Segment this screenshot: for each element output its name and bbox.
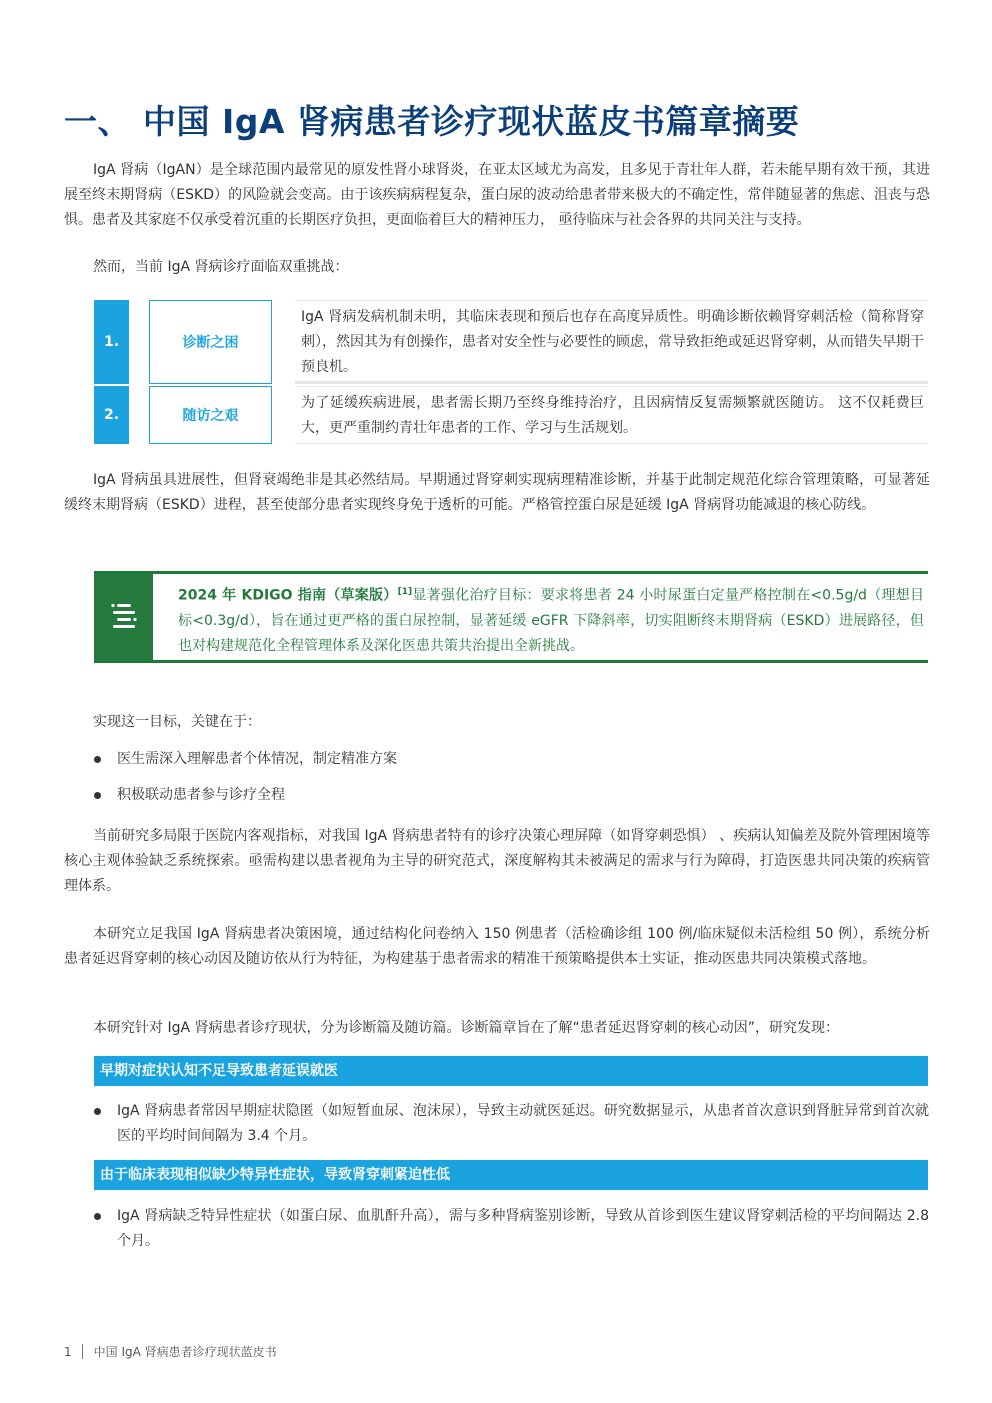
challenges-intro: 然而，当前 IgA 肾病诊疗面临双重挑战： (93, 259, 349, 275)
finding-header: 由于临床表现相似缺少特异性症状，导致肾穿刺紧迫性低 (94, 1160, 928, 1190)
guideline-text (178, 580, 924, 659)
study-design-paragraph: 本研究立足我国 IgA 肾病患者决策困境，通过结构化问卷纳入 150 例患者（活检确诊组 100 例/临床疑似未活检组 50 例），系统分析患者延迟肾穿刺的核心动因及随访依从行为特征，为构建基于患者需求的精准干预策略提供本土实证，推动医患共同决策模式落地。 (64, 926, 930, 967)
guideline-heading: 2024 年 KDIGO 指南（草案版） (178, 587, 398, 604)
page-title: 一、 中国 IgA 肾病患者诊疗现状蓝皮书篇章摘要 (64, 102, 800, 141)
current-research-paragraph: 当前研究多局限于医院内客观指标，对我国 IgA 肾病患者特有的诊疗决策心理屏障（如肾穿刺恐惧） 、疾病认知偏差及院外管理困境等核心主观体验缺乏系统探索。亟需构建以患者视角为主导的研究范式，深度解构其未被满足的需求与行为障碍，打造医患共同决策的疾病管理体系。 (64, 828, 930, 894)
list-item (94, 1204, 929, 1254)
study-aim-paragraph: 本研究针对 IgA 肾病患者诊疗现状，分为诊断篇及随访篇。诊断篇章旨在了解“患者延迟肾穿刺的核心动因”，研究发现： (93, 1020, 839, 1036)
intro-paragraph: IgA 肾病（IgAN）是全球范围内最常见的原发性肾小球肾炎，在亚太区域尤为高发，且多见于青壮年人群，若未能早期有效干预，其进展至终末期肾病（ESKD）的风险就会变高。由于该疾病病程复杂，蛋白尿的波动给患者带来极大的不确定性，常伴随显著的焦虑、沮丧与恐惧。患者及其家庭不仅承受着沉重的长期医疗负担，更面临着巨大的精神压力， 亟待临床与社会各界的共同关注与支持。 (64, 162, 930, 228)
footer-divider (82, 1344, 83, 1359)
page-number: 1 (64, 1344, 72, 1359)
bullet-icon (94, 1108, 101, 1115)
challenge-label: 随访之艰 (149, 386, 272, 444)
list-item-text: 医生需深入理解患者个体情况，制定精准方案 (117, 751, 397, 767)
list-item (94, 1099, 929, 1149)
list-item (94, 747, 929, 772)
guideline-body: 显著强化治疗目标：要求将患者 24 小时尿蛋白定量严格控制在<0.5g/d（理想目标<0.3g/d），旨在通过更严格的蛋白尿控制，显著延缓 eGFR 下降斜率，切实阻断终末期肾病（ESKD）进展路径，但也对构建规范化全程管理体系及深化医患共策共治提出全新挑战。 (178, 587, 924, 654)
challenge-number: 2. (94, 386, 129, 444)
list-item (94, 783, 929, 808)
progress-paragraph: IgA 肾病虽具进展性，但肾衰竭绝非是其必然结局。早期通过肾穿刺实现病理精准诊断，并基于此制定规范化综合管理策略，可显著延缓终末期肾病（ESKD）进程，甚至使部分患者实现终身免于透析的可能。严格管控蛋白尿是延缓 IgA 肾病肾功能减退的核心防线。 (64, 472, 930, 513)
finding-text: IgA 肾病患者常因早期症状隐匿（如短暂血尿、泡沫尿），导致主动就医延迟。研究数据显示，从患者首次意识到肾脏异常到首次就医的平均时间间隔为 3.4 个月。 (117, 1103, 929, 1144)
footer-title: 中国 IgA 肾病患者诊疗现状蓝皮书 (93, 1345, 277, 1359)
page-footer (64, 1343, 277, 1360)
bullet-icon (94, 1213, 101, 1220)
key-points-intro: 实现这一目标，关键在于： (93, 714, 261, 730)
guideline-reference: [1] (397, 587, 413, 597)
challenge-description: IgA 肾病发病机制未明，其临床表现和预后也存在高度异质性。明确诊断依赖肾穿刺活检（简称肾穿刺），然因其为有创操作，患者对安全性与必要性的顾虑，常导致拒绝或延迟肾穿刺，从而错失早期干预良机。 (295, 300, 928, 384)
finding-text: IgA 肾病缺乏特异性症状（如蛋白尿、血肌酐升高），需与多种肾病鉴别诊断，导致从首诊到医生建议肾穿刺活检的平均间隔达 2.8 个月。 (117, 1208, 929, 1249)
challenge-description: 为了延缓疾病进展，患者需长期乃至终身维持治疗，且因病情反复需频繁就医随访。 这不仅耗费巨大，更严重制约青壮年患者的工作、学习与生活规划。 (295, 386, 928, 444)
challenge-number: 1. (94, 300, 129, 384)
challenge-label: 诊断之困 (149, 300, 272, 384)
finding-header: 早期对症状认知不足导致患者延误就医 (94, 1056, 928, 1086)
list-document-icon (94, 574, 153, 660)
challenge-followup (94, 386, 928, 444)
bullet-icon (94, 792, 101, 799)
bullet-icon (94, 756, 101, 763)
guideline-callout (94, 571, 928, 663)
list-item-text: 积极联动患者参与诊疗全程 (117, 787, 285, 803)
challenge-diagnosis (94, 300, 928, 384)
